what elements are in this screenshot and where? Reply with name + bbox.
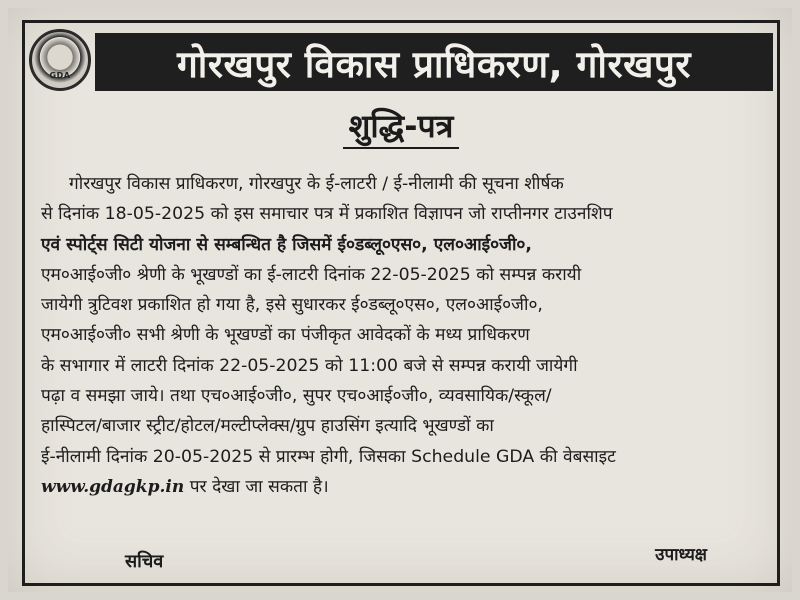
signature-vice-chairman: उपाध्यक्ष [655,545,707,565]
notice-body [41,169,767,502]
body-line: हास्पिटल/बाजार स्ट्रीट/होटल/मल्टीप्लेक्स/ग्रुप हाउसिंग इत्यादि भूखण्डों का [41,416,494,437]
header-banner [95,33,773,91]
logo-text: GDA [49,71,71,80]
body-line: गोरखपुर विकास प्राधिकरण, गोरखपुर के ई-लाटरी / ई-नीलामी की सूचना शीर्षक [69,174,564,194]
notice-title-wrap [25,107,777,149]
body-line: एवं स्पोर्ट्स सिटी योजना से सम्बन्धित है जिसमें ई०डब्लू०एस०, एल०आई०जी०, [41,234,532,255]
body-line: से दिनांक 18-05-2025 को इस समाचार पत्र में प्रकाशित विज्ञापन जो राप्तीनगर टाउनशिप [41,204,613,225]
notice-frame [22,20,780,586]
body-line [41,472,767,502]
signature-secretary: सचिव [125,551,164,572]
website-line-rest: पर देखा जा सकता है। [184,476,329,497]
notice-title: शुद्धि-पत्र [343,107,460,149]
body-line: एम०आई०जी० सभी श्रेणी के भूखण्डों का पंजीकृत आवेदकों के मध्य प्राधिकरण [41,325,530,346]
website-link[interactable]: www.gdagkp.in [41,476,185,497]
body-line: जायेगी त्रुटिवश प्रकाशित हो गया है, इसे सुधारकर ई०डब्लू०एस०, एल०आई०जी०, [41,295,543,316]
authority-title: गोरखपुर विकास प्राधिकरण, गोरखपुर [176,42,692,86]
body-line: ई-नीलामी दिनांक 20-05-2025 से प्रारम्भ होगी, जिसका Schedule GDA की वेबसाइट [41,446,616,467]
body-line: एम०आई०जी० श्रेणी के भूखण्डों का ई-लाटरी दिनांक 22-05-2025 को सम्पन्न करायी [41,264,582,285]
newspaper-clipping [8,8,792,592]
body-line: के सभागार में लाटरी दिनांक 22-05-2025 को 11:00 बजे से सम्पन्न करायी जायेगी [41,355,578,376]
body-line: पढ़ा व समझा जाये। तथा एच०आई०जी०, सुपर एच०आई०जी०, व्यवसायिक/स्कूल/ [41,386,552,407]
gda-logo-icon [29,29,91,91]
